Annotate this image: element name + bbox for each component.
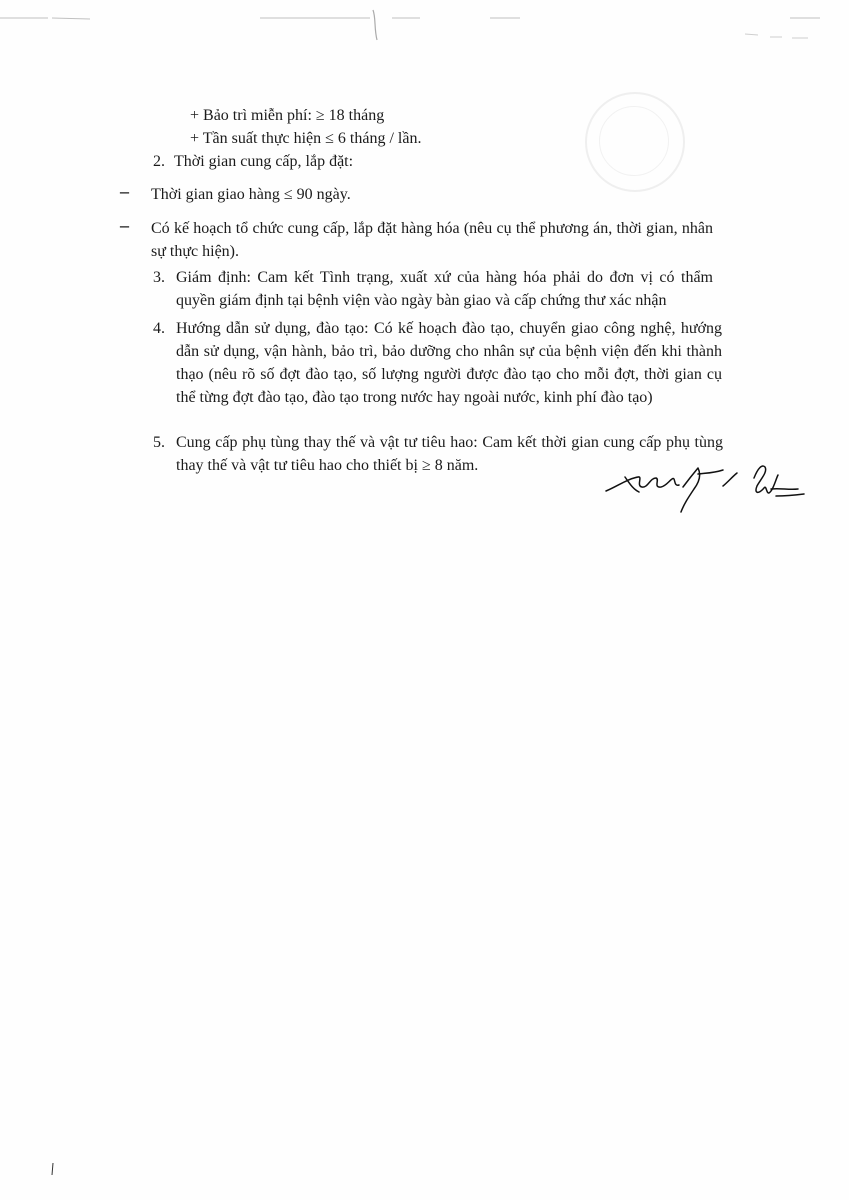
section-5-number: 5. [153, 434, 165, 451]
spare-parts-paragraph: Cung cấp phụ tùng thay thế và vật tư tiêu hao: Cam kết thời gian cung cấp phụ tùng thay thế và vật tư tiêu hao cho thiết bị ≥ 8 năm. [176, 434, 723, 474]
maintenance-frequency-line: + Tần suất thực hiện ≤ 6 tháng / lần. [190, 130, 422, 147]
training-paragraph: Hướng dẫn sử dụng, đào tạo: Có kế hoạch đào tạo, chuyển giao công nghệ, hướng dẫn sử dụng, vận hành, bảo trì, bảo dưỡng cho nhân sự của bệnh viện đến khi thành thạo (nêu rõ số đợt đào tạo, số lượng người được đào tạo cho mỗi đợt, thời gian cụ thể từng đợt đào tạo, đào tạo trong nước hay ngoài nước, kinh phí đào tạo) [176, 320, 722, 406]
handwritten-signature-icon [600, 456, 820, 526]
scan-small-mark [50, 1162, 55, 1176]
section-3-number: 3. [153, 269, 165, 286]
section-2-number: 2. [153, 153, 165, 170]
inspection-paragraph: Giám định: Cam kết Tình trạng, xuất xứ của hàng hóa phải do đơn vị có thẩm quyền giám định tại bệnh viện vào ngày bàn giao và cấp chứng thư xác nhận [176, 269, 713, 309]
section-2-title: Thời gian cung cấp, lắp đặt: [174, 153, 354, 170]
dash-marker: – [120, 181, 129, 201]
dash-marker: – [120, 215, 129, 235]
installation-plan-paragraph: Có kế hoạch tổ chức cung cấp, lắp đặt hàng hóa (nêu cụ thể phương án, thời gian, nhân sự thực hiện). [151, 220, 713, 260]
delivery-time-line: Thời gian giao hàng ≤ 90 ngày. [151, 186, 351, 203]
section-4-number: 4. [153, 320, 165, 337]
maintenance-free-line: + Bảo trì miễn phí: ≥ 18 tháng [190, 107, 385, 124]
